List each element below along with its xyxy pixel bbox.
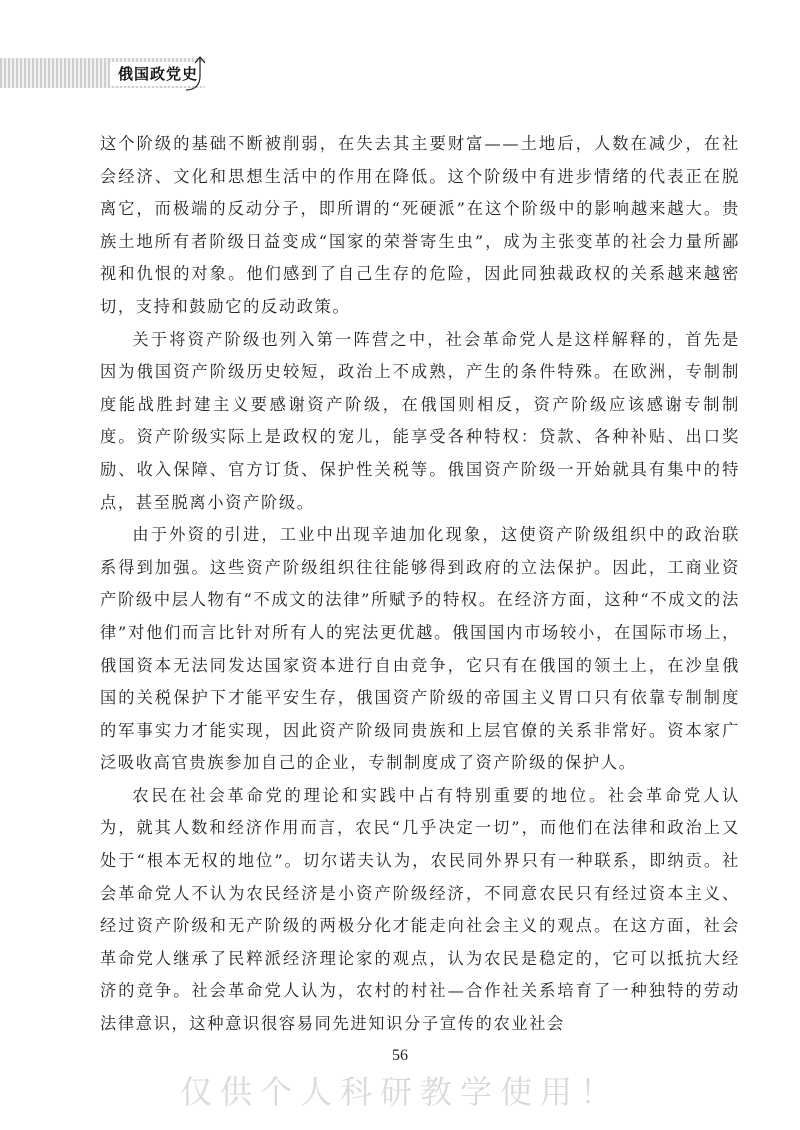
page-number: 56 <box>392 1047 408 1064</box>
header-arrow-icon <box>182 54 208 94</box>
paragraph-2: 关于将资产阶级也列入第一阵营之中，社会革命党人是这样解释的，首先是因为俄国资产阶级历史较短，政治上不成熟，产生的条件特殊。在欧洲，专制制度能战胜封建主义要感谢资产阶级，在俄国则相反，资产阶级应该感谢专制制度。资产阶级实际上是政权的宠儿，能享受各种特权：贷款、各种补贴、出口奖励、收入保障、官方订货、保护性关税等。俄国资产阶级一开始就具有集中的特点，甚至脱离小资产阶级。 <box>100 329 740 512</box>
watermark: 仅供个人科研教学使用！ <box>179 1073 620 1111</box>
paragraph-1: 这个阶级的基础不断被削弱，在失去其主要财富——土地后，人数在减少，在社会经济、文化和思想生活中的作用在降低。这个阶级中有进步情绪的代表正在脱离它，而极端的反动分子，即所谓的“死硬派”在这个阶级中的影响越来越大。贵族土地所有者阶级日益变成“国家的荣誉寄生虫”，成为主张变革的社会力量所鄙视和仇恨的对象。他们感到了自己生存的危险，因此同独裁政权的关系越来越密切，支持和鼓励它的反动政策。 <box>100 134 740 316</box>
body-text <box>100 128 740 1041</box>
paragraph-4: 农民在社会革命党的理论和实践中占有特别重要的地位。社会革命党人认为，就其人数和经济作用而言，农民“几乎决定一切”，而他们在法律和政治上又处于“根本无权的地位”。切尔诺夫认为，农民同外界只有一种联系，即纳贡。社会革命党人不认为农民经济是小资产阶级经济，不同意农民只有经过资本主义、经过资产阶级和无产阶级的两极分化才能走向社会主义的观点。在这方面，社会革命党人继承了民粹派经济理论家的观点，认为农民是稳定的，它可以抵抗大经济的竞争。社会革命党人认为，农村的村社—合作社关系培育了一种独特的劳动法律意识，这种意识很容易同先进知识分子宣传的农业社会 <box>100 785 740 1034</box>
paragraph-3: 由于外资的引进，工业中出现辛迪加化现象，这使资产阶级组织中的政治联系得到加强。这些资产阶级组织往往能够得到政府的立法保护。因此，工商业资产阶级中层人物有“不成文的法律”所赋予的特权。在经济方面，这种“不成文的法律”对他们而言比针对所有人的宪法更优越。俄国国内市场较小，在国际市场上，俄国资本无法同发达国家资本进行自由竞争，它只有在俄国的领土上，在沙皇俄国的关税保护下才能平安生存，俄国资产阶级的帝国主义胃口只有依靠专制制度的军事实力才能实现，因此资产阶级同贵族和上层官僚的关系非常好。资本家广泛吸收高官贵族参加自己的企业，专制制度成了资产阶级的保护人。 <box>100 525 740 773</box>
running-header-title: 俄国政党史 <box>110 62 205 86</box>
